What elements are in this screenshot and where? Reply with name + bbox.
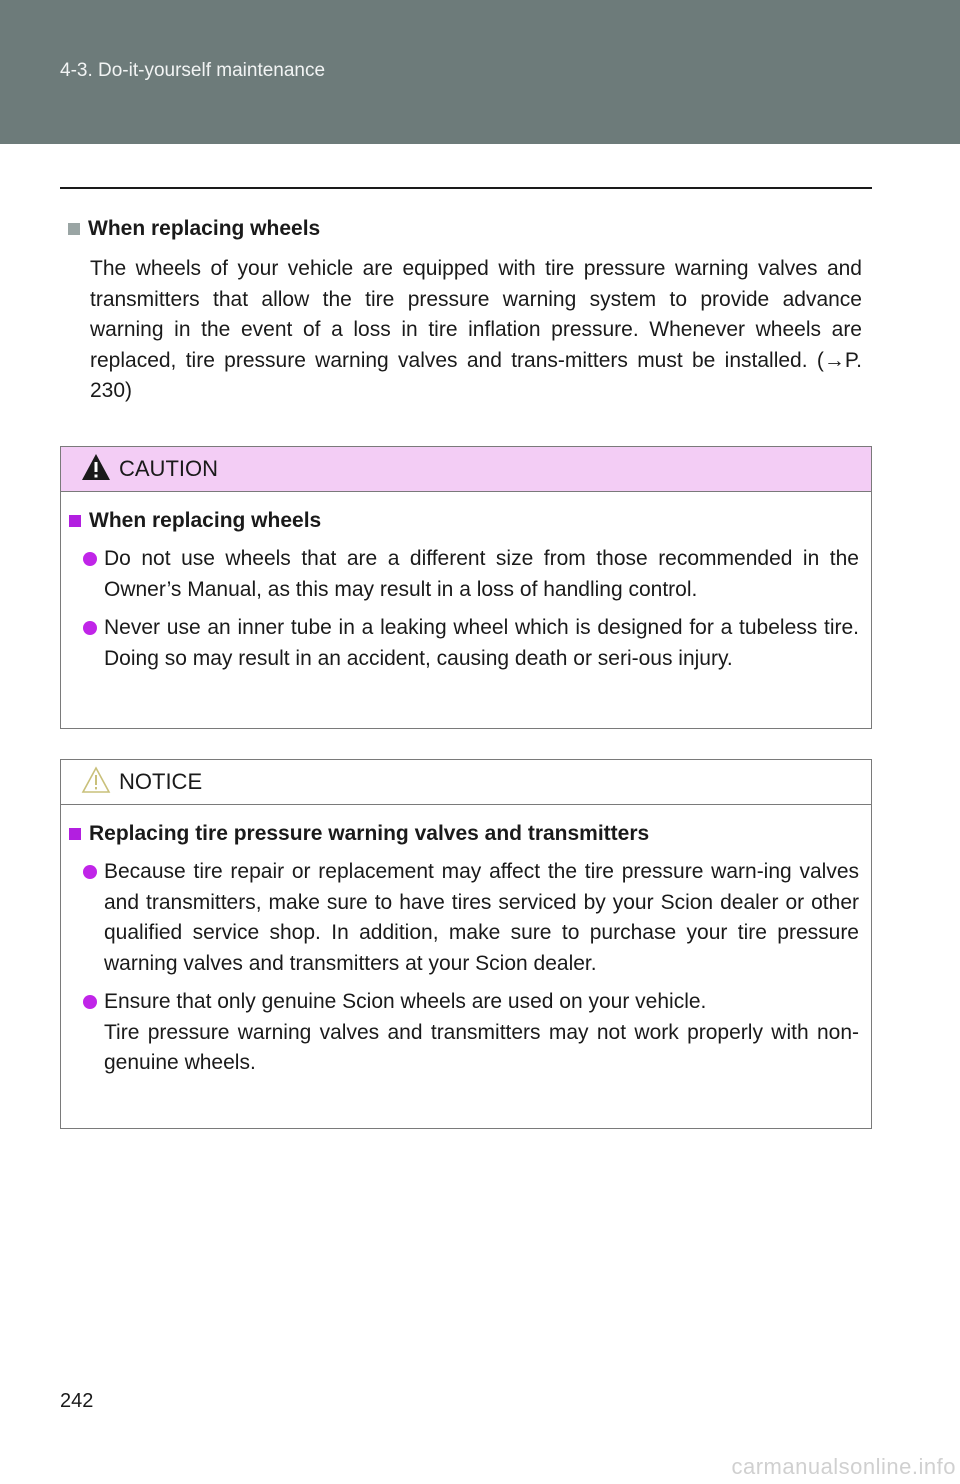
caution-heading	[69, 506, 859, 536]
intro-section	[68, 214, 862, 407]
notice-box	[60, 759, 872, 1129]
square-bullet-icon	[69, 828, 81, 840]
watermark: carmanualsonline.info	[731, 1454, 956, 1479]
caution-header	[61, 447, 871, 492]
caution-bullet-1: Do not use wheels that are a different size from those recommended in the Owner’s Manual, as this may result in a loss of handling control.	[104, 547, 859, 601]
notice-header	[61, 760, 871, 805]
notice-triangle-icon	[81, 765, 111, 795]
list-item	[83, 857, 859, 979]
notice-bullet-1: Because tire repair or replacement may affect the tire pressure warn-ing valves and transmitters, make sure to have tires serviced by your Scion dealer or other qualified service shop. In addition, make sure to purchase your tire pressure warning valves and transmitters at your Scion dealer.	[104, 860, 859, 975]
notice-heading-text: Replacing tire pressure warning valves and transmitters	[89, 822, 650, 845]
bullet-dot-icon	[83, 621, 97, 635]
intro-paragraph: The wheels of your vehicle are equipped with tire pressure warning valves and transmitters that allow the tire pressure warning system to provide advance warning in the event of a loss in tire inflation pressure. Whenever wheels are replaced, tire pressure warning valves and trans-mitters must be installed. (→P. 230)	[90, 257, 862, 402]
caution-heading-text: When replacing wheels	[89, 509, 322, 532]
bullet-dot-icon	[83, 552, 97, 566]
caution-title: CAUTION	[119, 456, 218, 481]
list-item	[83, 544, 859, 605]
list-item	[83, 613, 859, 674]
notice-title: NOTICE	[119, 769, 203, 794]
caution-bullet-2: Never use an inner tube in a leaking wheel which is designed for a tubeless tire. Doing so may result in an accident, causing death or seri-ous injury.	[104, 616, 859, 670]
square-bullet-icon	[69, 515, 81, 527]
caution-box	[60, 446, 872, 729]
bullet-dot-icon	[83, 865, 97, 879]
notice-bullet-2-extra: Tire pressure warning valves and transmitters may not work properly with non-genuine wheels.	[104, 1020, 859, 1074]
square-bullet-icon	[68, 223, 80, 235]
list-item	[83, 987, 859, 1079]
notice-bullet-2	[104, 987, 859, 1079]
page-number: 242	[60, 1390, 94, 1412]
notice-heading	[69, 819, 859, 849]
section-title: 4-3. Do-it-yourself maintenance	[60, 60, 326, 81]
divider	[60, 187, 872, 189]
warning-triangle-icon	[81, 452, 111, 482]
notice-bullet-2-line: Ensure that only genuine Scion wheels are used on your vehicle.	[104, 990, 707, 1013]
bullet-dot-icon	[83, 995, 97, 1009]
page-header	[0, 0, 960, 144]
intro-heading	[68, 214, 862, 244]
intro-heading-text: When replacing wheels	[88, 217, 321, 240]
